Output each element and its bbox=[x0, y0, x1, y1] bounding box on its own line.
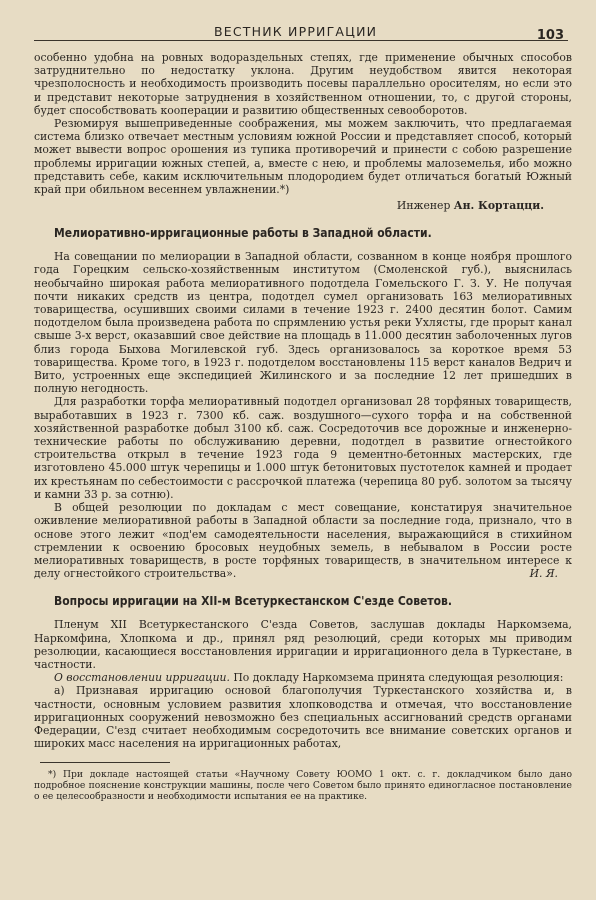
footnote: *) При докладе настоящей статьи «Научному Совету ЮОМО 1 окт. с. г. докладчиком было дано подробное пояснение конструкции машины, после чего Советом было принято единогласное постановление о ее целесообразности и необходимости испытания ее на практике. bbox=[34, 769, 572, 803]
subsection-lead: О восстановлении ирригации. bbox=[54, 671, 230, 685]
paragraph: а) Признавая ирригацию основой благополучия Туркестанского хозяйства и, в частности, основным условием развития хлопководства и отмечая, что восстановление ирригационных сооружений невозможно без специальных ассигнований средств органами Федерации, С'езд считает необходимым сосредоточить все внимание советских органов и широких масс населения на ирригационных работах, bbox=[34, 684, 572, 751]
page-number: 103 bbox=[536, 28, 564, 43]
paragraph bbox=[34, 671, 572, 684]
author-title: Инженер bbox=[396, 199, 451, 213]
paragraph: Пленум XII Всетуркестанского С'езда Советов, заслушав доклады Наркомзема, Наркомфина, Хлопкома и др., принял ряд резолюций, среди которых мы приводим резолюции, касающиеся восстановления ирригации и ирригационного дела в Туркестане, в частности. bbox=[34, 618, 572, 671]
article-melioration bbox=[34, 250, 572, 580]
paragraph: Для разработки торфа мелиоративный подотдел организовал 28 торфяных товариществ, выработавших в 1923 г. 7300 кб. саж. воздушного—сухого торфа и на собственной хозяйственной разработке добыл 3100 кб. саж. Сосредоточив все дорожные и инженерно-технические работы по обслуживанию деревни, подотдел в развитие огнестойкого строительства открыл в течение 1923 года 9 цементно-бетонных мастерских, где изготовлено 45.000 штук черепицы и 1.000 штук бетонитовых пустотелок камней и продает их крестьянам по себестоимости с рассрочкой платежа (черепица 80 руб. золотом за тысячу и камни 33 р. за сотню). bbox=[34, 395, 572, 501]
paragraph-text: В общей резолюции по докладам с мест совещание, констатируя значительное оживление мелиоративной работы в Западной области за последние года, признало, что в основе этого лежит «под'ем самодеятельности населения, выражающийся в стихийном стремлении к освоению бросовых неудобных земель, в небывалом в России росте мелиоративных товариществ, в росте торфяных товариществ, в значительном интересе к делу огнестойкого строительства». bbox=[34, 501, 572, 581]
article-turkestan bbox=[34, 618, 572, 750]
article-continuation bbox=[34, 51, 572, 212]
section-heading: Мелиоративно-ирригационные работы в Западной области. bbox=[54, 226, 432, 241]
paragraph-text: По докладу Наркомзема принята следующая резолюция: bbox=[229, 671, 564, 685]
paragraph: На совещании по мелиорации в Западной области, созванном в конце ноября прошлого года Горецким сельско-хозяйственным институтом (Смоленской губ.), выяснилась необычайно широкая работа мелиоративного подотдела Гомельского Г. З. У. Не получая почти никаких средств из центра, подотдел сумел организовать 163 мелиоративных товарищества, осушивших своими силами в течение 1923 г. 2400 десятин болот. Самим подотделом была произведена работа по спрямлению устья реки Ухлясты, где прорыт канал свыше 3-х верст, оказавший свое действие на площадь в 11.000 десятин заболоченных лугов близ города Быхова Могилевской губ. Здесь организовалось за короткое время 53 товарищества. Кроме того, в 1923 г. подотделом восстановлены 115 верст каналов Ведрич и Вито, устроенных еще экспедицией Жилинского и за последние 12 лет пришедших в полную негодность. bbox=[34, 250, 572, 396]
paragraph bbox=[34, 501, 572, 580]
running-header bbox=[34, 0, 568, 41]
author-initials: И. Я. bbox=[529, 567, 558, 581]
paragraph: Резюмируя вышеприведенные соображения, мы можем заключить, что предлагаемая система близко отвечает местным условиям южной России и представляет способ, который может вывести вопрос орошения из тупика противоречий и принести с собою разрешение проблемы ирригации южных степей, а, вместе с нею, и проблемы малоземелья, ибо можно представить себе, каким исключительным плодородием будет отличаться богатый Южный край при обильном весеннем увлажнении.*) bbox=[34, 117, 572, 197]
paragraph: особенно удобна на ровных водораздельных степях, где применение обычных способов затруднительно по недостатку уклона. Другим неудобством явится некоторая чрезполосность и необходимость производить посевы параллельно оросителям, но если это и представит некоторые затруднения в хозяйственном отношении, то, с другой стороны, будет способствовать кооперации и развитию общественных севооборотов. bbox=[34, 51, 572, 117]
author-signature bbox=[34, 199, 544, 212]
journal-title: ВЕСТНИК ИРРИГАЦИИ bbox=[214, 24, 378, 39]
section-heading: Вопросы ирригации на XII-м Всетуркестанском С'езде Советов. bbox=[54, 594, 452, 609]
author-name: Ан. Кортацци. bbox=[453, 199, 544, 213]
footnote-divider bbox=[40, 762, 170, 763]
